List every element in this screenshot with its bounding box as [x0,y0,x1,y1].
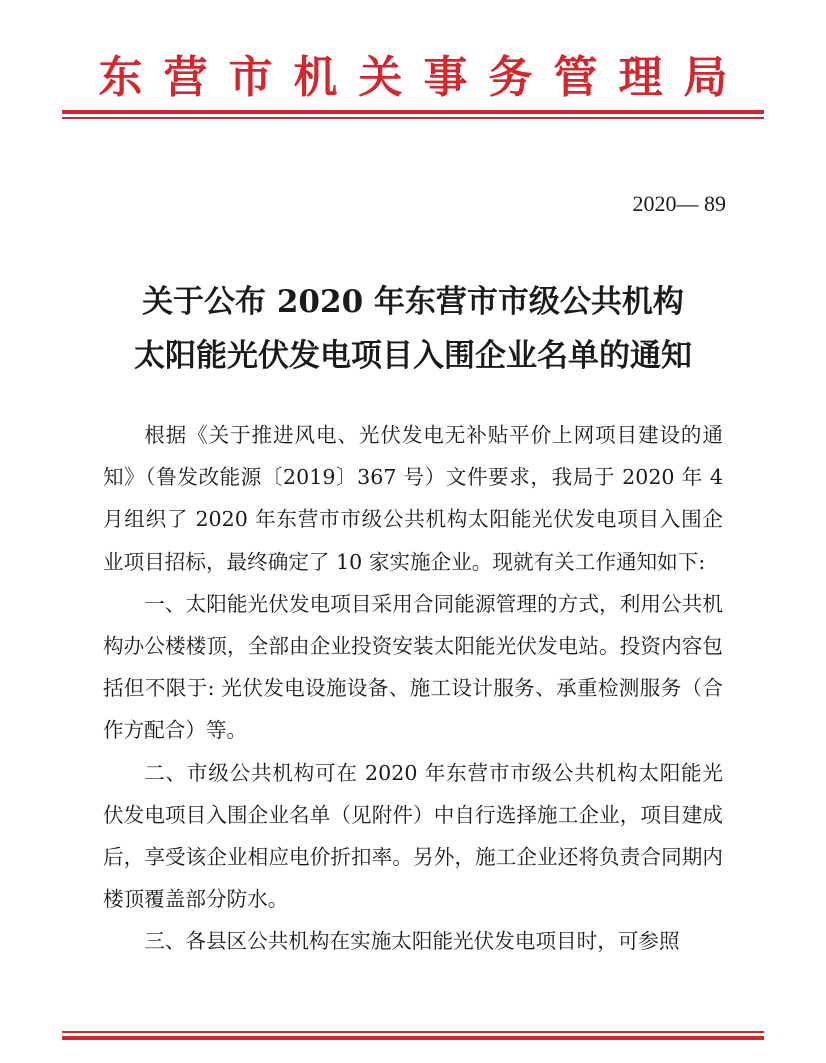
title-line-1: 关于公布 2020 年东营市市级公共机构 [142,284,684,320]
footer-rule-thick [62,1036,764,1040]
document-body [103,414,723,963]
issuer-masthead: 东营市机关事务管理局 [98,52,749,103]
masthead-rule-thick [62,110,764,114]
footer-rule-thin [62,1031,764,1033]
title-line-2: 太阳能光伏发电项目入围企业名单的通知 [134,338,692,374]
document-title [0,275,826,383]
masthead-rule-thin [62,117,764,119]
body-paragraph: 三、各县区公共机构在实施太阳能光伏发电项目时，可参照 [144,929,680,954]
body-paragraph: 一、太阳能光伏发电项目采用合同能源管理的方式，利用公共机构办公楼楼顶，全部由企业投资安装太阳能光伏发电站。投资内容包括但不限于: 光伏发电设施设备、施工设计服务、承重检测服务（合作方配合）等。 [103,591,723,743]
document-number: 2020— 89 [632,191,726,216]
body-paragraph: 二、市级公共机构可在 2020 年东营市市级公共机构太阳能光伏发电项目入围企业名单（见附件）中自行选择施工企业，项目建成后，享受该企业相应电价折扣率。另外，施工企业还将负责合同期内楼顶覆盖部分防水。 [103,760,723,912]
body-paragraph: 根据《关于推进风电、光伏发电无补贴平价上网项目建设的通知》（鲁发改能源〔2019〕367 号）文件要求，我局于 2020 年 4 月组织了 2020 年东营市市级公共机构太阳能光伏发电项目入围企业项目招标，最终确定了 10 家实施企业。现就有关工作通知如下: [103,423,723,574]
